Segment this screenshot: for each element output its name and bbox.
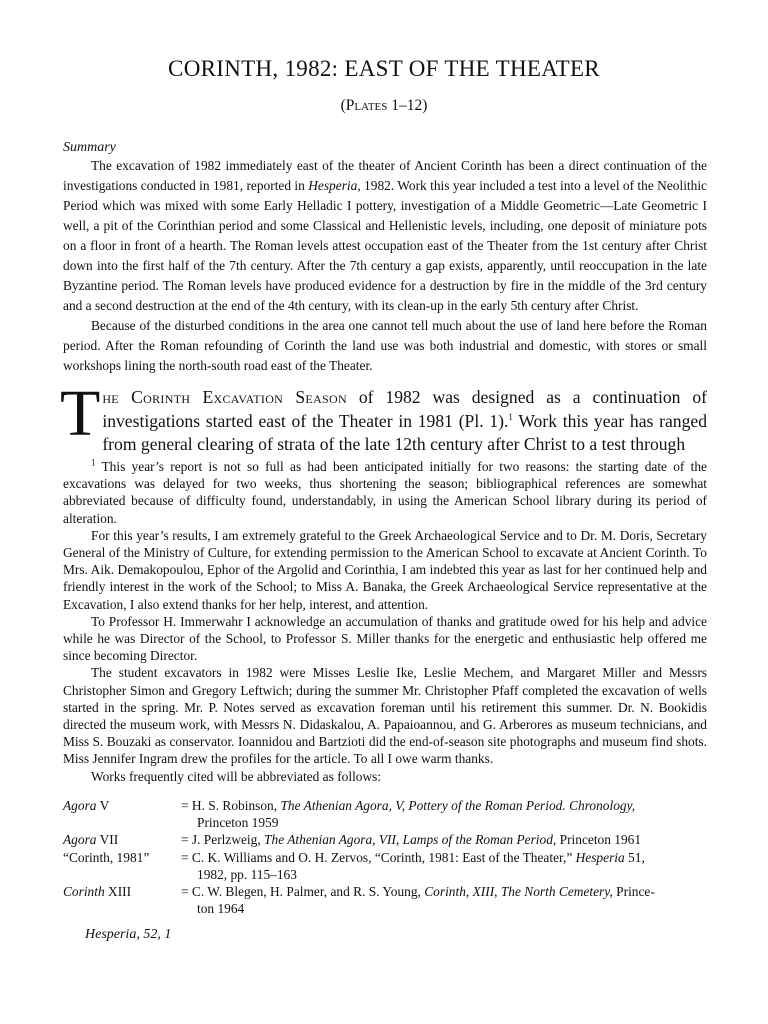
abbreviation-row (63, 883, 707, 917)
abbreviation-continuation: ton 1964 (197, 901, 245, 917)
abbreviation-key-roman: XIII (104, 884, 132, 900)
abbreviation-italic-title: Corinth, XIII, The North Cemetery, (424, 884, 613, 900)
footnote-1 (63, 458, 707, 527)
summary-text-b: , 1982. Work this year included a test into a level of the Neolithic Period which was mixed with some Early Helladic I pottery, investigation of a Middle Geometric—Late Geometric I well, a pit of the Corinthian period and some Classical and Hellenistic levels, including, one deposit of miniature pots on a floor in front of a hearth. The Roman levels attest occupation east of the Theater from the 1st century after Christ down into the first half of the 7th century. After the 7th century a gap exists, apparently, until reoccupation in the late Byzantine period. The Roman levels have produced evidence for a destruction by fire in the middle of the 3rd century and a second destruction at the end of the 4th century, with its clean-up in the early 5th century after Christ. (63, 178, 707, 313)
abbreviation-row (63, 831, 707, 848)
summary-heading: Summary (63, 140, 116, 155)
footnotes-section (63, 458, 707, 785)
summary-text-a: The excavation of 1982 immediately east of the theater of Ancient Corinth has been a direct continuation of the investigations conducted in 1981, reported in (63, 158, 707, 193)
abbreviation-text-end: 51, (624, 849, 645, 865)
abbreviations-intro: Works frequently cited will be abbreviated as follows: (91, 768, 382, 784)
abbreviation-text: = C. K. Williams and O. H. Zervos, “Corinth, 1981: East of the Theater,” (181, 849, 576, 865)
abbreviation-key (63, 797, 181, 831)
acknowledgement-paragraph-2: To Professor H. Immerwahr I acknowledge an accumulation of thanks and gratitude owed for his help and advice while he was Director of the School, to Professor S. Miller thanks for the energetic and enthusiastic help offered me since becoming Director. (63, 613, 707, 664)
lead-text-a: of 1982 was designed as a continuation of investigations started east of the Theater in 1981 (Pl. 1). (102, 387, 707, 431)
abbreviation-italic-title: Hesperia (575, 849, 625, 865)
abbreviation-key (63, 831, 181, 848)
abbreviation-key-italic: Agora (63, 798, 97, 813)
abbreviation-continuation: Princeton 1959 (197, 815, 279, 831)
abbreviation-text: = C. W. Blegen, H. Palmer, and R. S. Young, (181, 884, 425, 900)
footnote-1-mark: 1 (91, 457, 96, 468)
abbreviation-row (63, 849, 707, 883)
lead-paragraph (60, 377, 707, 457)
lead-text-b: Work this year has ranged from general clearing of strata of the late 12th century after Christ to a test through (102, 410, 707, 454)
abbreviation-italic-title: The Athenian Agora, VII, Lamps of the Roman Period, (264, 832, 557, 848)
abbreviation-italic-title: The Athenian Agora, V, Pottery of the Roman Period. Chronology, (280, 798, 636, 813)
abbreviation-value (181, 883, 707, 917)
plates-reference: (Plates 1–12) (340, 97, 428, 114)
abbreviation-value (181, 849, 707, 883)
abbreviation-text: = H. S. Robinson, (181, 798, 281, 813)
abbreviation-value (181, 797, 707, 831)
summary-section (63, 156, 707, 376)
journal-citation-footer: Hesperia, 52, 1 (85, 927, 172, 942)
page-title: CORINTH, 1982: EAST OF THE THEATER (168, 56, 600, 81)
footnote-1-text: This year’s report is not so full as had been anticipated initially for two reasons: the starting date of the excavations was delayed for two weeks, thus shortening the season; bibliographical references are somewhat abbreviated because of difficulty found, understandably, in using the American School library during its period of alteration. (63, 459, 707, 526)
abbreviation-key-italic: Agora (63, 832, 97, 848)
footnote-marker: 1 (508, 411, 513, 422)
abbreviation-list (63, 797, 707, 917)
summary-paragraph-1 (63, 156, 707, 316)
summary-paragraph-2: Because of the disturbed conditions in the area one cannot tell much about the use of land here before the Roman period. After the Roman refounding of Corinth the land use was both industrial and domestic, with stores or small workshops lining the north-south road east of the Theater. (63, 318, 707, 373)
abbreviation-text: = J. Perlzweig, (181, 832, 265, 848)
abbreviation-key-roman: V (96, 798, 110, 813)
abbreviation-key-italic: Corinth (63, 884, 105, 900)
acknowledgement-paragraph-1: For this year’s results, I am extremely grateful to the Greek Archaeological Service and to Dr. M. Doris, Secretary General of the Ministry of Culture, for extending permission to the American School to excavate at Ancient Corinth. To Mrs. Aik. Demakopoulou, Ephor of the Argolid and Corinthia, I am indebted this year as last for her continued help and friendly interest in the work of the School; to Miss A. Banaka, the Greek Archaeological Service representative at the Excavation, I also extend thanks for her help, interest, and attention. (63, 527, 707, 612)
abbreviation-text-end: Princeton 1961 (556, 832, 642, 848)
plates-label: Plates 1–12 (345, 97, 423, 114)
acknowledgement-paragraph-3: The student excavators in 1982 were Misses Leslie Ike, Leslie Mechem, and Margaret Miller and Messrs Christopher Simon and Gregory Leftwich; during the summer Mr. Christopher Pfaff completed the excavation of wells started in the spring. Mr. P. Notes served as excavation foreman until his retirement this summer. Dr. N. Bookidis directed the museum work, with Messrs N. Didaskalou, A. Papaioannou, and G. Arberores as museum technicians, and Miss S. Bouzaki as conservator. Ioannidou and Bartzioti did the end-of-season site photographs and museum find shots. Miss Jennifer Ingram drew the profiles for the article. To all I owe warm thanks. (63, 665, 707, 767)
abbreviation-text-end: Prince- (612, 884, 655, 900)
abbreviation-continuation: 1982, pp. 115–163 (197, 866, 297, 882)
journal-title: Hesperia (308, 178, 358, 193)
drop-cap: T (60, 377, 101, 450)
abbreviation-key-roman: VII (96, 832, 119, 848)
lead-smallcaps: he Corinth Excavation Season (102, 387, 347, 407)
abbreviation-key (63, 883, 181, 917)
abbreviation-row (63, 797, 707, 831)
abbreviation-key-roman: “Corinth, 1981” (63, 849, 150, 865)
abbreviation-key (63, 849, 181, 883)
abbreviation-value (181, 831, 707, 848)
